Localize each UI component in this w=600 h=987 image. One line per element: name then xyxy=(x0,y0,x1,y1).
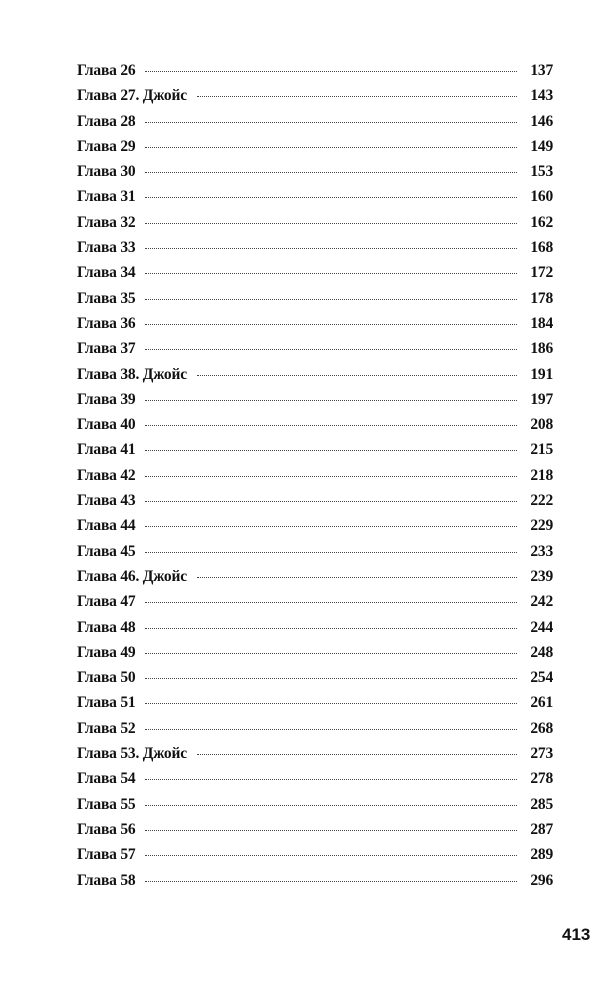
toc-entry-page: 218 xyxy=(530,466,553,484)
toc-entry-page: 244 xyxy=(530,618,553,636)
toc-entry-page: 186 xyxy=(530,340,553,358)
toc-entry xyxy=(77,492,553,517)
toc-entry-page: 197 xyxy=(530,390,553,408)
dot-leader xyxy=(145,349,517,350)
toc-entry-title: Глава 34 xyxy=(77,264,136,282)
dot-leader xyxy=(145,273,517,274)
toc-entry-title: Глава 33 xyxy=(77,239,136,257)
toc-entry-page: 233 xyxy=(530,542,553,560)
toc-entry-title: Глава 52 xyxy=(77,719,136,737)
dot-leader xyxy=(145,779,517,780)
toc-entry-title: Глава 31 xyxy=(77,188,136,206)
dot-leader xyxy=(145,450,517,451)
toc-entry xyxy=(77,543,553,568)
toc-entry xyxy=(77,87,553,112)
toc-entry xyxy=(77,694,553,719)
toc-entry-page: 143 xyxy=(530,87,553,105)
dot-leader xyxy=(145,172,517,173)
toc-entry-title: Глава 32 xyxy=(77,213,136,231)
toc-entry-title: Глава 45 xyxy=(77,542,136,560)
dot-leader xyxy=(145,248,517,249)
dot-leader xyxy=(145,552,517,553)
dot-leader xyxy=(197,96,517,97)
toc-entry xyxy=(77,745,553,770)
dot-leader xyxy=(145,729,517,730)
dot-leader xyxy=(145,805,517,806)
toc-entry-title: Глава 58 xyxy=(77,871,136,889)
toc-entry-page: 254 xyxy=(530,669,553,687)
toc-entry-title: Глава 44 xyxy=(77,517,136,535)
toc-entry-page: 168 xyxy=(530,239,553,257)
toc-entry-title: Глава 57 xyxy=(77,846,136,864)
toc-entry xyxy=(77,441,553,466)
dot-leader xyxy=(145,71,517,72)
toc-entry-title: Глава 46. Джойс xyxy=(77,567,187,585)
dot-leader xyxy=(145,299,517,300)
toc-entry xyxy=(77,290,553,315)
dot-leader xyxy=(145,602,517,603)
toc-entry xyxy=(77,568,553,593)
toc-entry xyxy=(77,720,553,745)
toc-entry-page: 248 xyxy=(530,643,553,661)
dot-leader xyxy=(197,577,517,578)
toc-entry-title: Глава 39 xyxy=(77,390,136,408)
toc-entry xyxy=(77,619,553,644)
dot-leader xyxy=(145,881,517,882)
dot-leader xyxy=(145,147,517,148)
toc-entry xyxy=(77,644,553,669)
toc-entry-page: 278 xyxy=(530,770,553,788)
table-of-contents xyxy=(77,62,553,897)
toc-entry-page: 146 xyxy=(530,112,553,130)
toc-entry-page: 229 xyxy=(530,517,553,535)
toc-entry-page: 268 xyxy=(530,719,553,737)
dot-leader xyxy=(145,400,517,401)
dot-leader xyxy=(197,754,517,755)
dot-leader xyxy=(145,324,517,325)
toc-entry-title: Глава 41 xyxy=(77,441,136,459)
toc-entry-page: 208 xyxy=(530,416,553,434)
dot-leader xyxy=(145,122,517,123)
toc-entry xyxy=(77,315,553,340)
dot-leader xyxy=(145,501,517,502)
dot-leader xyxy=(145,628,517,629)
toc-entry-page: 289 xyxy=(530,846,553,864)
toc-entry-page: 172 xyxy=(530,264,553,282)
toc-entry-title: Глава 29 xyxy=(77,137,136,155)
dot-leader xyxy=(145,197,517,198)
toc-entry-title: Глава 35 xyxy=(77,289,136,307)
toc-entry-page: 160 xyxy=(530,188,553,206)
toc-entry xyxy=(77,517,553,542)
toc-entry xyxy=(77,593,553,618)
toc-entry xyxy=(77,391,553,416)
toc-entry-page: 261 xyxy=(530,694,553,712)
toc-entry-page: 239 xyxy=(530,567,553,585)
toc-entry xyxy=(77,872,553,897)
toc-entry-page: 287 xyxy=(530,820,553,838)
toc-entry xyxy=(77,416,553,441)
toc-entry xyxy=(77,669,553,694)
toc-entry xyxy=(77,821,553,846)
toc-entry-title: Глава 37 xyxy=(77,340,136,358)
toc-entry xyxy=(77,214,553,239)
toc-entry-page: 178 xyxy=(530,289,553,307)
toc-entry-page: 153 xyxy=(530,163,553,181)
toc-entry xyxy=(77,796,553,821)
toc-entry-page: 162 xyxy=(530,213,553,231)
page-number: 413 xyxy=(562,925,591,944)
dot-leader xyxy=(145,653,517,654)
dot-leader xyxy=(145,476,517,477)
toc-entry-title: Глава 36 xyxy=(77,314,136,332)
toc-entry-title: Глава 43 xyxy=(77,492,136,510)
toc-entry xyxy=(77,138,553,163)
toc-entry xyxy=(77,113,553,138)
toc-entry-page: 296 xyxy=(530,871,553,889)
toc-entry-page: 191 xyxy=(530,365,553,383)
dot-leader xyxy=(145,830,517,831)
toc-entry-page: 184 xyxy=(530,314,553,332)
dot-leader xyxy=(197,375,517,376)
dot-leader xyxy=(145,425,517,426)
toc-entry-title: Глава 48 xyxy=(77,618,136,636)
toc-entry xyxy=(77,340,553,365)
toc-entry-page: 285 xyxy=(530,795,553,813)
toc-entry-title: Глава 38. Джойс xyxy=(77,365,187,383)
toc-entry xyxy=(77,163,553,188)
toc-entry-title: Глава 49 xyxy=(77,643,136,661)
toc-entry-page: 242 xyxy=(530,593,553,611)
toc-entry-title: Глава 30 xyxy=(77,163,136,181)
dot-leader xyxy=(145,678,517,679)
toc-entry xyxy=(77,62,553,87)
toc-entry-title: Глава 51 xyxy=(77,694,136,712)
dot-leader xyxy=(145,703,517,704)
toc-entry-page: 149 xyxy=(530,137,553,155)
toc-entry-title: Глава 47 xyxy=(77,593,136,611)
toc-entry-page: 137 xyxy=(530,62,553,79)
dot-leader xyxy=(145,526,517,527)
toc-entry xyxy=(77,467,553,492)
toc-entry-title: Глава 26 xyxy=(77,62,136,79)
toc-entry xyxy=(77,188,553,213)
toc-entry-page: 222 xyxy=(530,492,553,510)
toc-entry xyxy=(77,770,553,795)
dot-leader xyxy=(145,223,517,224)
toc-entry-page: 215 xyxy=(530,441,553,459)
toc-entry-title: Глава 56 xyxy=(77,820,136,838)
toc-entry-title: Глава 28 xyxy=(77,112,136,130)
toc-entry-title: Глава 27. Джойс xyxy=(77,87,187,105)
toc-entry-title: Глава 55 xyxy=(77,795,136,813)
toc-entry xyxy=(77,846,553,871)
dot-leader xyxy=(145,855,517,856)
toc-entry-title: Глава 50 xyxy=(77,669,136,687)
toc-entry-title: Глава 53. Джойс xyxy=(77,745,187,763)
toc-entry xyxy=(77,239,553,264)
toc-entry-title: Глава 54 xyxy=(77,770,136,788)
toc-entry-title: Глава 40 xyxy=(77,416,136,434)
toc-entry xyxy=(77,264,553,289)
toc-entry-title: Глава 42 xyxy=(77,466,136,484)
toc-entry-page: 273 xyxy=(530,745,553,763)
toc-entry xyxy=(77,366,553,391)
